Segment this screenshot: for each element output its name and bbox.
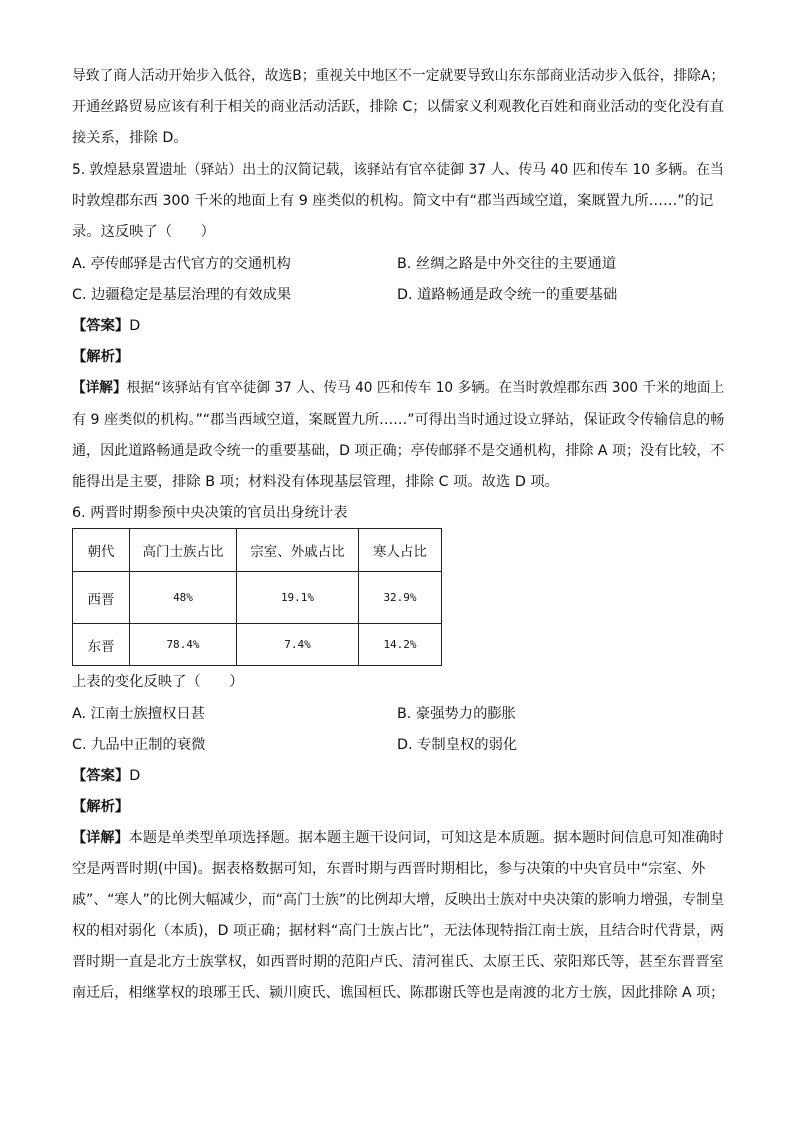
- prev-explanation-line-2: 开通丝路贸易应该有利于相关的商业活动活跃，排除 C；以儒家义利观教化百姓和商业活动的变化没有直: [72, 99, 724, 115]
- q5-analysis-label: 【解析】: [72, 349, 130, 365]
- q6-detail-line-6: 南迁后，相继掌权的琅琊王氏、颍川庾氏、谯国桓氏、陈郡谢氏等也是南渡的北方士族，因此排除 A 项；: [72, 985, 725, 1001]
- q6-stem: 上表的变化反映了（ ）: [72, 674, 244, 690]
- q5-detail-label: 【详解】: [72, 380, 127, 396]
- q5-answer-label: 【答案】: [72, 318, 130, 334]
- q6-detail-line-1: [72, 828, 724, 848]
- q6-option-b: B. 豪强势力的膨胀: [397, 706, 516, 722]
- table-cell: 7.4%: [237, 624, 359, 666]
- prev-explanation-line-3: 接关系，排除 D。: [72, 130, 188, 146]
- table-row: [73, 572, 442, 624]
- q5-detail-line-3: 通，因此道路畅通是政令统一的重要基础，D 项正确；亭传邮驿不是交通机构，排除 A 项；没有比较，不: [72, 443, 725, 459]
- q6-detail-line-2: 空是两晋时期(中国)。据表格数据可知，东晋时期与西晋时期相比，参与决策的中央官员中“宗室、外: [72, 861, 706, 877]
- q6-answer: [72, 766, 140, 786]
- q6-detail-line-3: 戚”、“寒人”的比例大幅减少，而“高门士族”的比例却大增，反映出士族对中央决策的影响力增强，专制皇: [72, 892, 725, 908]
- q5-detail-text-1: 根据“该驿站有官卒徒御 37 人、传马 40 匹和传车 10 多辆。在当时敦煌郡东西 300 千米的地面上: [126, 380, 725, 396]
- q5-option-c: C. 边疆稳定是基层治理的有效成果: [72, 287, 292, 303]
- table-header-row: [73, 529, 442, 572]
- table-row: [73, 624, 442, 666]
- q6-option-d: D. 专制皇权的弱化: [397, 737, 518, 753]
- table-cell: 78.4%: [130, 624, 237, 666]
- q5-option-a: A. 亭传邮驿是古代官方的交通机构: [72, 256, 291, 272]
- q6-option-c: C. 九品中正制的衰微: [72, 737, 206, 753]
- table-header-cell: 朝代: [73, 529, 130, 572]
- q6-answer-value: D: [129, 768, 141, 784]
- table-header-cell: 宗室、外戚占比: [237, 529, 359, 572]
- q5-option-b: B. 丝绸之路是中外交往的主要通道: [397, 256, 617, 272]
- table-header-cell: 高门士族占比: [130, 529, 237, 572]
- table-cell: 14.2%: [359, 624, 442, 666]
- q5-stem-line-1: 5. 敦煌悬泉置遗址（驿站）出土的汉简记载，该驿站有官卒徒御 37 人、传马 40 匹和传车 10 多辆。在当: [72, 162, 724, 178]
- q6-title: 6. 两晋时期参预中央决策的官员出身统计表: [72, 505, 348, 521]
- table-cell: 西晋: [73, 572, 130, 624]
- q5-detail-line-2: 有 9 座类似的机构。”“郡当西域空道，案厩置九所……”可得出当时通过设立驿站，保证政令传输信息的畅: [72, 412, 725, 428]
- q6-detail-label: 【详解】: [72, 830, 129, 846]
- q5-answer-value: D: [129, 318, 141, 334]
- table-header-cell: 寒人占比: [359, 529, 442, 572]
- q5-stem-line-3: 录。这反映了（ ）: [72, 224, 215, 240]
- table-cell: 东晋: [73, 624, 130, 666]
- prev-explanation-line-1: 导致了商人活动开始步入低谷，故选B；重视关中地区不一定就要导致山东东部商业活动步入低谷，排除A；: [72, 68, 725, 84]
- q5-detail-line-1: [72, 378, 724, 398]
- q5-option-d: D. 道路畅通是政令统一的重要基础: [397, 287, 618, 303]
- q5-answer: [72, 316, 140, 336]
- table-cell: 48%: [130, 572, 237, 624]
- q6-detail-line-5: 晋时期一直是北方士族掌权，如西晋时期的范阳卢氏、清河崔氏、太原王氏、荥阳郑氏等，甚至东晋晋室: [72, 954, 724, 970]
- q6-detail-line-4: 权的相对弱化（本质)，D 项正确；据材料“高门士族占比”，无法体现特指江南士族，且结合时代背景，两: [72, 923, 725, 939]
- q6-option-a: A. 江南士族擅权日甚: [72, 706, 205, 722]
- q6-detail-text-1: 本题是单类型单项选择题。据本题主题干设问词，可知这是本质题。据本题时间信息可知准确时: [128, 830, 724, 846]
- q5-detail-line-4: 能得出是主要，排除 B 项；材料没有体现基层管理，排除 C 项。故选 D 项。: [72, 474, 559, 490]
- table-cell: 32.9%: [359, 572, 442, 624]
- q6-answer-label: 【答案】: [72, 768, 130, 784]
- q5-stem-line-2: 时敦煌郡东西 300 千米的地面上有 9 座类似的机构。简文中有“郡当西域空道，案厩置九所……”的记: [72, 193, 714, 209]
- q6-analysis-label: 【解析】: [72, 799, 130, 815]
- table-cell: 19.1%: [237, 572, 359, 624]
- q6-stats-table: [72, 528, 442, 666]
